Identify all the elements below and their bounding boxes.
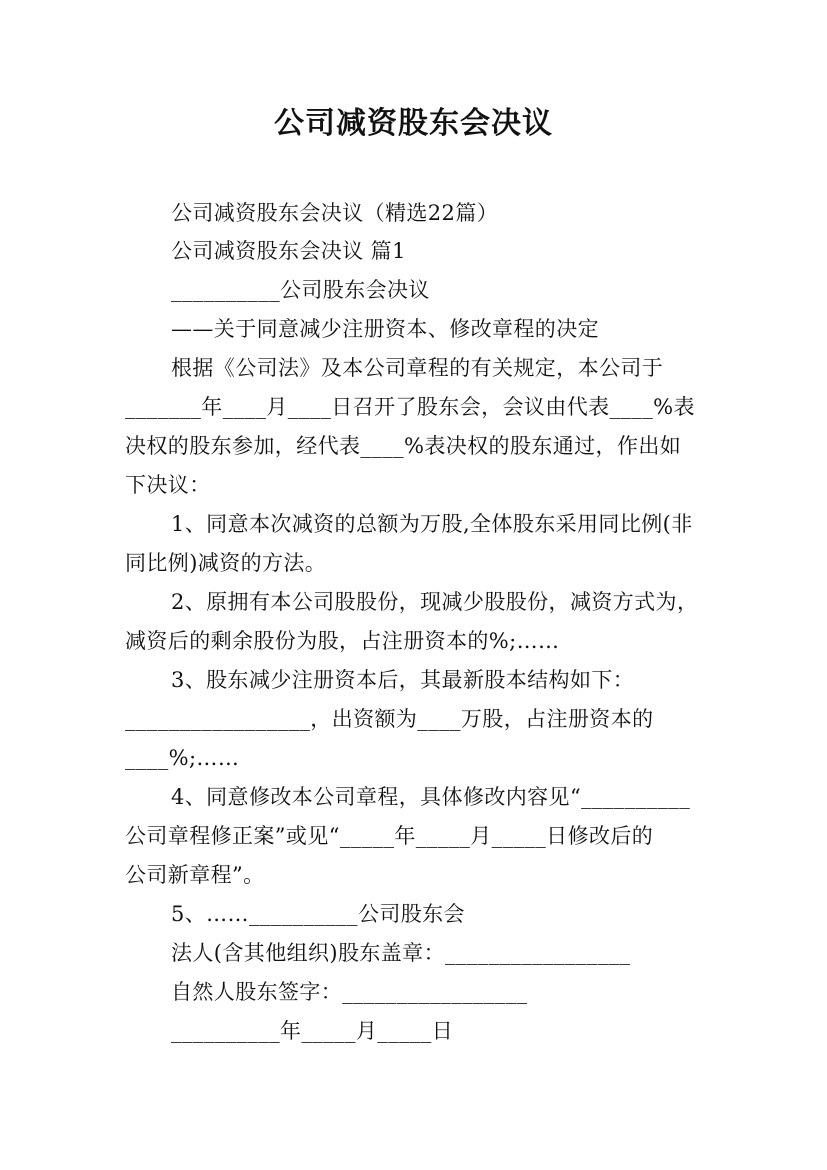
paragraph-line: 公司新章程”。 — [125, 863, 265, 887]
paragraph-line: _________________，出资额为____万股，占注册资本的 — [125, 707, 654, 731]
paragraph-line: _______年____月____日召开了股东会，会议由代表____%表 — [125, 395, 695, 419]
paragraph-line: 下决议： — [125, 473, 211, 497]
paragraph-line: 1、同意本次减资的总额为万股,全体股东采用同比例(非 — [171, 512, 693, 536]
paragraph-line: 5、……__________公司股东会 — [171, 902, 465, 926]
paragraph-line: 根据《公司法》及本公司章程的有关规定，本公司于 — [171, 356, 664, 380]
paragraph-line: 减资后的剩余股份为股，占注册资本的%;…… — [125, 629, 560, 653]
paragraph-line: 决权的股东参加，经代表____%表决权的股东通过，作出如 — [125, 434, 682, 458]
subtitle-line: 公司减资股东会决议（精选22篇） — [171, 201, 499, 225]
section-heading: 公司减资股东会决议 篇1 — [171, 239, 406, 263]
paragraph-line: 2、原拥有本公司股股份，现减少股股份，减资方式为， — [171, 590, 699, 614]
signature-line: 自然人股东签字：_________________ — [171, 980, 528, 1004]
paragraph-line: 同比例)减资的方法。 — [125, 551, 327, 575]
paragraph-line: 公司章程修正案”或见“_____年_____月_____日修改后的 — [125, 824, 654, 848]
paragraph-line: ____%;…… — [125, 746, 240, 770]
document-title: 公司减资股东会决议 — [274, 106, 553, 141]
paragraph-line: 4、同意修改本公司章程，具体修改内容见“__________ — [171, 785, 691, 809]
date-line: __________年_____月_____日 — [171, 1019, 454, 1043]
paragraph-line: 3、股东减少注册资本后，其最新股本结构如下： — [171, 668, 635, 692]
resolution-heading: __________公司股东会决议 — [171, 278, 430, 302]
resolution-subheading: ——关于同意减少注册资本、修改章程的决定 — [171, 317, 599, 341]
signature-line: 法人(含其他组织)股东盖章：_________________ — [171, 941, 631, 965]
